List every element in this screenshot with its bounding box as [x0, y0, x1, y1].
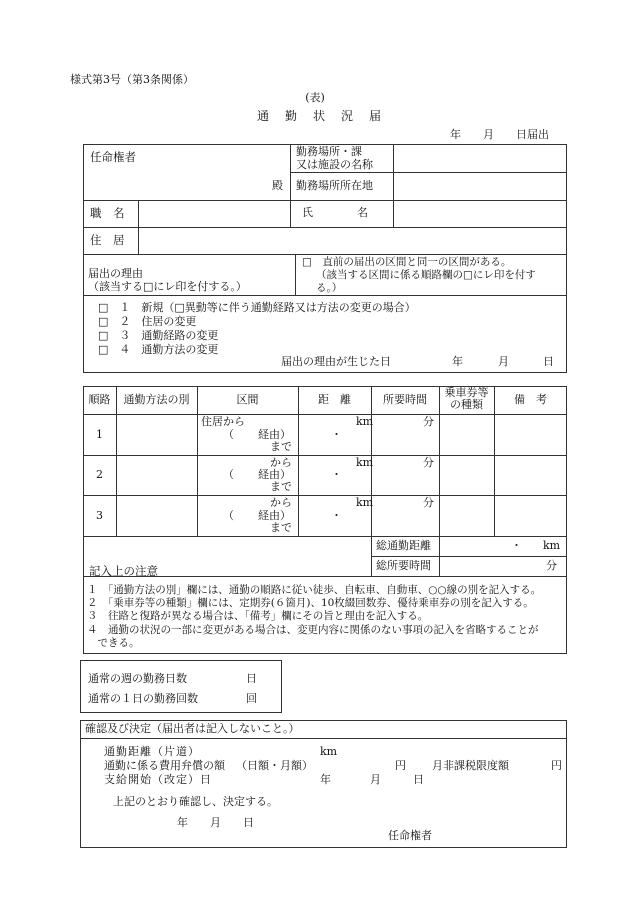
- same-route-note-end: る。）: [316, 282, 343, 294]
- row-2-via-open: （: [223, 468, 234, 481]
- header-time: 所要時間: [383, 393, 427, 406]
- row-3-min: 分: [423, 496, 434, 509]
- same-route-checkbox[interactable]: □ 直前の届出の区間と同一の区間がある。: [302, 256, 512, 268]
- side-label: (表): [305, 91, 325, 104]
- row-1-km: km: [356, 415, 374, 428]
- row-1-from: 住居から: [201, 415, 245, 428]
- jukyo-label: 住 居: [90, 233, 125, 247]
- workplace-name-label: 勤務場所・課 又は施設の名称: [296, 145, 373, 171]
- form-number: 様式第3号（第3条関係）: [70, 73, 194, 86]
- note-2: ２ 「乗車券等の種類」欄には、定期券(６箇月)、10枚綴回数券、優待乗車券の別を記入する。: [87, 597, 534, 609]
- total-distance-unit: km: [543, 539, 561, 552]
- workplace-address-field[interactable]: [396, 175, 562, 199]
- row-3-order: 3: [96, 509, 103, 522]
- week-days-label: 通常の週の勤務日数: [88, 672, 187, 685]
- reason-option-3[interactable]: □ ３ 通勤経路の変更: [98, 329, 219, 342]
- confirm-cost-type: （日額・月額）: [236, 759, 313, 772]
- confirm-yen-2: 円: [551, 759, 562, 772]
- row-1-via-open: （: [223, 428, 234, 441]
- row-3-from: から: [270, 496, 292, 509]
- shimei-label: 氏 名: [302, 206, 368, 219]
- row-1-via: 経由）: [258, 428, 291, 441]
- header-order: 順路: [88, 393, 111, 406]
- reason-note: （該当する□にレ印を付する。）: [88, 280, 247, 293]
- note-1: １ 「通勤方法の別」欄には、通勤の順路に従い徒歩、自転車、自動車、○○線の別を記入する。: [87, 584, 542, 596]
- row-3-to: まで: [270, 521, 292, 534]
- shokumei-label: 職 名: [90, 206, 125, 220]
- confirm-statement: 上記のとおり確認し、決定する。: [113, 795, 278, 808]
- ninmeiken-label: 任命権者: [90, 150, 136, 164]
- header-ticket: 乗車券等 の種類: [444, 386, 489, 412]
- row-3-via-open: （: [223, 509, 234, 522]
- daily-count-label: 通常の１日の勤務回数: [88, 692, 198, 705]
- den-label: 殿: [272, 179, 283, 192]
- workplace-name-field[interactable]: [396, 146, 562, 170]
- confirm-yen-1: 円: [395, 759, 406, 772]
- header-distance: 距 離: [318, 393, 351, 406]
- row-1-to: まで: [270, 440, 292, 453]
- note-3: ３ 往路と復路が異なる場合は、「備考」欄にその旨と理由を記入する。: [87, 610, 429, 622]
- row-1-min: 分: [423, 415, 434, 428]
- confirm-nontax-label: 月非課税限度額: [432, 759, 509, 772]
- week-days-unit: 日: [246, 672, 257, 685]
- row-2-dot: ・: [331, 468, 342, 481]
- confirm-ninmeiken: 任命権者: [388, 829, 432, 842]
- shimei-field[interactable]: [396, 203, 562, 225]
- reason-option-4[interactable]: □ ４ 通勤方法の変更: [98, 343, 219, 356]
- workplace-address-label: 勤務場所所在地: [296, 179, 373, 192]
- row-2-km: km: [356, 456, 374, 469]
- row-2-from: から: [270, 456, 292, 469]
- jukyo-field[interactable]: [141, 230, 561, 252]
- reason-option-2[interactable]: □ ２ 住居の変更: [98, 315, 197, 328]
- row-2-via: 経由）: [258, 468, 291, 481]
- reason-label: 届出の理由: [88, 267, 143, 280]
- total-time-unit: 分: [546, 559, 557, 572]
- row-3-dot: ・: [331, 509, 342, 522]
- note-4-cont: できる。: [87, 637, 140, 649]
- confirm-year: 年: [320, 773, 331, 786]
- row-2-to: まで: [270, 480, 292, 493]
- confirm-month: 月: [370, 773, 381, 786]
- confirm-start-label: 支給開始（改定）日: [104, 773, 212, 786]
- note-4: ４ 通勤の状況の一部に変更がある場合は、変更内容に関係のない事項の記入を省略することが: [87, 624, 539, 636]
- confirm-day: 日: [413, 773, 424, 786]
- confirm-distance-label: 通勤距離（片道）: [104, 745, 200, 758]
- occurred-month: 月: [498, 355, 509, 368]
- occurred-year: 年: [452, 355, 463, 368]
- confirm-title: 確認及び決定（届出者は記入しないこと。）: [85, 722, 300, 735]
- confirm-cost-label: 通勤に係る費用弁償の額: [104, 759, 225, 772]
- total-time-label: 総所要時間: [376, 559, 431, 572]
- row-2-order: 2: [96, 468, 103, 481]
- header-section: 区間: [236, 393, 259, 406]
- row-2-min: 分: [423, 456, 434, 469]
- same-route-note: （該当する区間に係る順路欄の□にレ印を付す: [316, 269, 536, 281]
- occurred-day: 日: [543, 355, 554, 368]
- confirm-sign-date: 年 月 日: [177, 816, 254, 829]
- row-3-via: 経由）: [258, 509, 291, 522]
- submission-date: 年 月 日届出: [450, 128, 549, 141]
- total-distance-label: 総通勤距離: [376, 539, 431, 552]
- shokumei-field[interactable]: [141, 203, 287, 225]
- notes-title: 記入上の注意: [89, 564, 158, 578]
- row-3-km: km: [356, 496, 374, 509]
- reason-option-1[interactable]: □ １ 新規（□異動等に伴う通勤経路又は方法の変更の場合）: [98, 301, 416, 314]
- header-remarks: 備 考: [514, 393, 547, 406]
- occurred-date-label: 届出の理由が生じた日: [281, 355, 391, 368]
- daily-count-unit: 回: [246, 692, 257, 705]
- row-1-order: 1: [96, 428, 103, 441]
- row-1-dot: ・: [331, 428, 342, 441]
- form-title: 通 勤 状 況 届: [256, 109, 383, 123]
- header-method: 通勤方法の別: [123, 393, 190, 406]
- total-distance-dot: ・: [511, 539, 522, 552]
- confirm-distance-unit: km: [320, 745, 338, 758]
